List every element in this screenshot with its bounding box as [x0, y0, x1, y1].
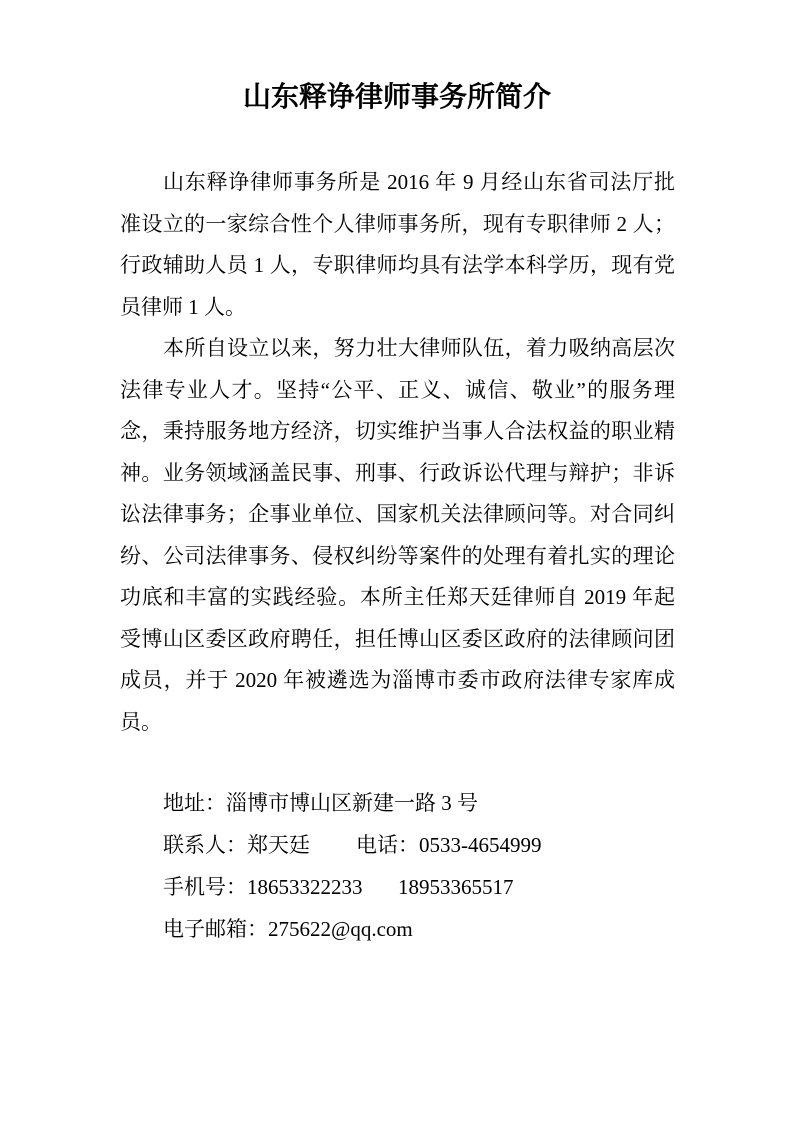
phone-value: 0533-4654999	[419, 833, 542, 857]
mobile-line	[120, 866, 675, 908]
mobile-value-2: 18953365517	[398, 875, 514, 899]
paragraph-line: 员。	[120, 709, 162, 734]
mobile-value-1: 18653322233	[247, 875, 363, 899]
contact-person-label: 联系人：	[163, 833, 247, 857]
paragraph-line: 功底和丰富的实践经验。本所主任郑天廷律师自 2019 年起	[120, 585, 675, 609]
paragraph-introduction	[120, 162, 675, 328]
paragraph-line: 神。业务领域涵盖民事、刑事、行政诉讼代理与辩护；非诉	[120, 460, 675, 485]
document-title: 山东释诤律师事务所简介	[242, 82, 551, 113]
paragraph-line: 成员，并于 2020 年被遴选为淄博市委市政府法律专家库成	[120, 668, 675, 692]
paragraph-line: 本所自设立以来，努力壮大律师队伍，着力吸纳高层次	[163, 336, 675, 360]
document-body	[120, 162, 675, 743]
phone-group	[356, 824, 542, 866]
paragraph-line: 员律师 1 人。	[120, 294, 246, 319]
paragraph-line: 受博山区委区政府聘任，担任博山区委区政府的法律顾问团	[120, 626, 675, 651]
address-value: 淄博市博山区新建一路 3 号	[226, 791, 478, 815]
paragraph-line: 纷、公司法律事务、侵权纠纷等案件的处理有着扎实的理论	[120, 543, 675, 568]
paragraph-line: 念，秉持服务地方经济，切实维护当事人合法权益的职业精	[120, 419, 675, 443]
paragraph-line: 准设立的一家综合性个人律师事务所，现有专职律师 2 人；	[120, 211, 675, 236]
address-label: 地址：	[163, 791, 226, 815]
paragraph-line: 讼法律事务；企事业单位、国家机关法律顾问等。对合同纠	[120, 502, 675, 526]
email-line	[120, 908, 675, 950]
email-value: 275622@qq.com	[268, 917, 413, 941]
mobile-label: 手机号：	[163, 875, 247, 899]
paragraph-line: 山东释诤律师事务所是 2016 年 9 月经山东省司法厅批	[163, 170, 675, 194]
contact-person-line	[120, 824, 675, 866]
email-label: 电子邮箱：	[163, 917, 268, 941]
paragraph-line: 法律专业人才。坚持“公平、正义、诚信、敬业”的服务理	[120, 377, 675, 402]
phone-label: 电话：	[356, 833, 419, 857]
paragraph-services	[120, 328, 675, 743]
contact-person-value: 郑天廷	[247, 833, 310, 857]
paragraph-line: 行政辅助人员 1 人，专职律师均具有法学本科学历，现有党	[120, 253, 675, 277]
address-line	[120, 782, 675, 824]
contact-info	[120, 782, 675, 950]
